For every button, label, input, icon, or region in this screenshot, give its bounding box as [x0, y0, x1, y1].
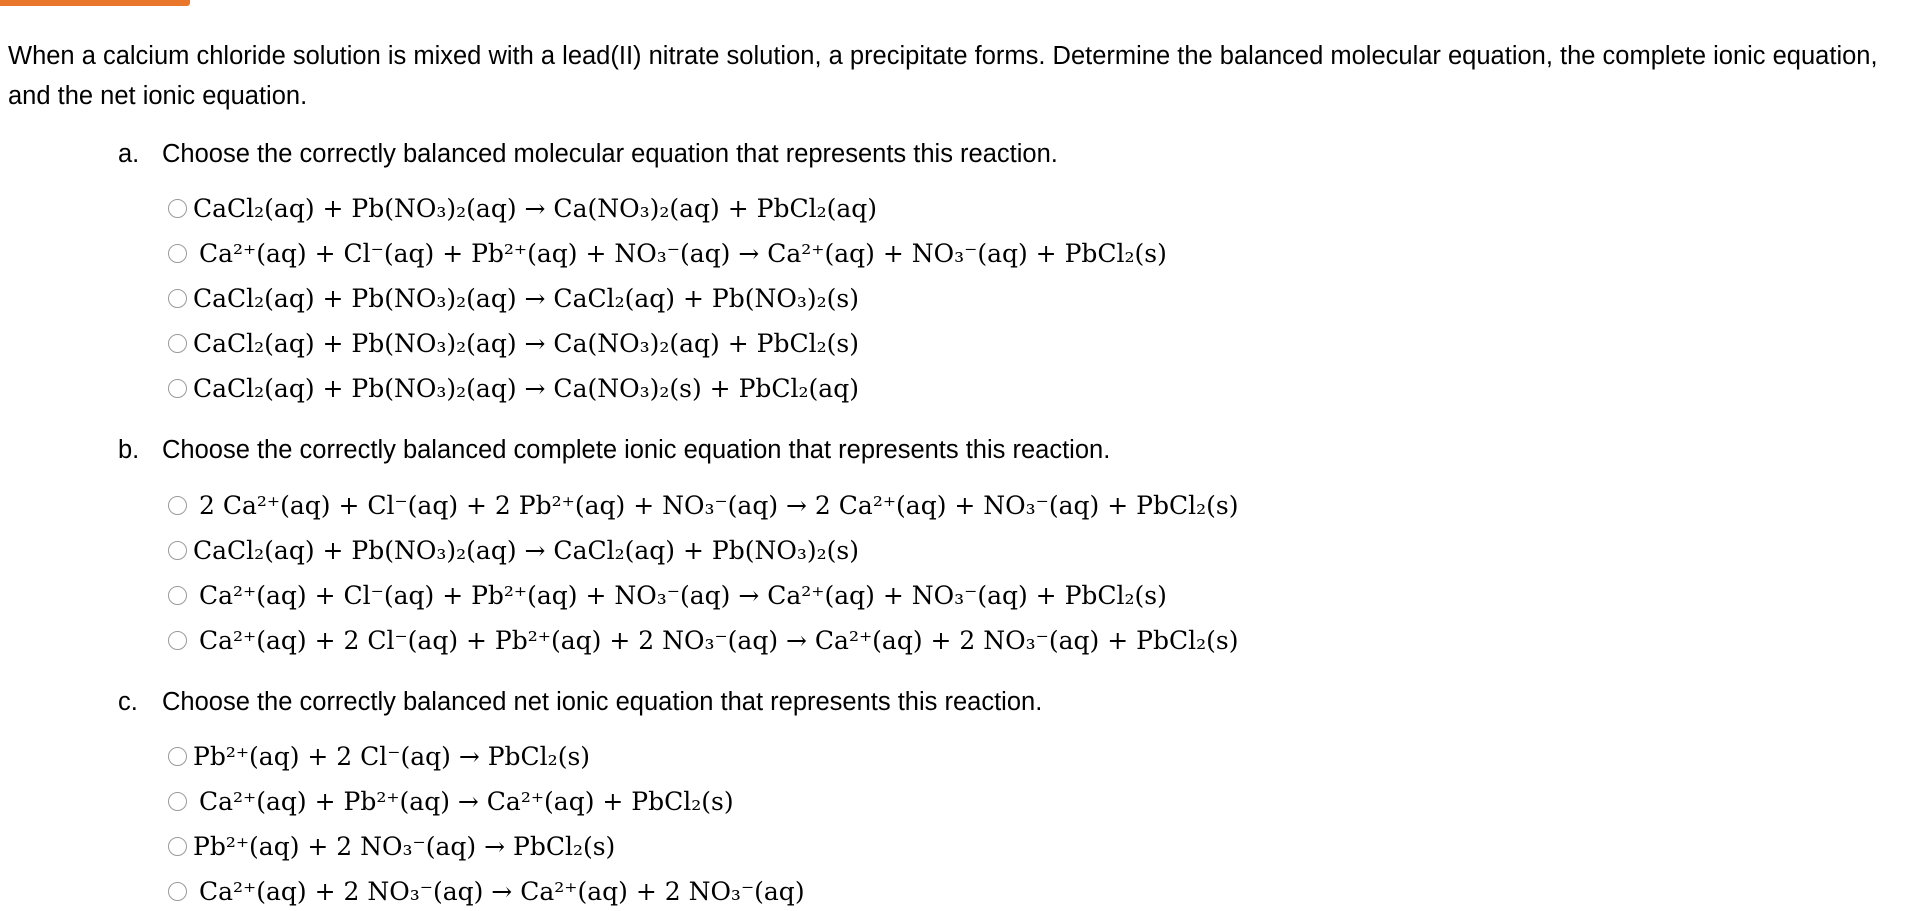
option-b-4[interactable]: [168, 620, 1238, 660]
option-b-1[interactable]: [168, 485, 1238, 525]
radio-button[interactable]: [168, 334, 187, 353]
equation: Ca²⁺(aq) + 2 NO₃⁻(aq) → Ca²⁺(aq) + 2 NO₃⁻(aq): [199, 876, 805, 906]
part-b: [118, 432, 1110, 468]
option-c-1[interactable]: [168, 736, 590, 776]
equation: Pb²⁺(aq) + 2 Cl⁻(aq) → PbCl₂(s): [193, 741, 591, 771]
radio-button[interactable]: [168, 837, 187, 856]
part-a-letter: a.: [118, 140, 140, 168]
equation: 2 Ca²⁺(aq) + Cl⁻(aq) + 2 Pb²⁺(aq) + NO₃⁻(aq) → 2 Ca²⁺(aq) + NO₃⁻(aq) + PbCl₂(s): [199, 490, 1239, 520]
part-b-prompt: [118, 432, 1110, 468]
part-b-prompt-text: Choose the correctly balanced complete ionic equation that represents this reaction.: [162, 436, 1111, 464]
equation: Ca²⁺(aq) + 2 Cl⁻(aq) + Pb²⁺(aq) + 2 NO₃⁻(aq) → Ca²⁺(aq) + 2 NO₃⁻(aq) + PbCl₂(s): [199, 625, 1239, 655]
part-a: [118, 136, 1058, 172]
radio-button[interactable]: [168, 747, 187, 766]
equation: CaCl₂(aq) + Pb(NO₃)₂(aq) → CaCl₂(aq) + Pb(NO₃)₂(s): [193, 535, 859, 565]
option-a-1[interactable]: [168, 188, 877, 228]
option-a-3[interactable]: [168, 278, 859, 318]
radio-button[interactable]: [168, 882, 187, 901]
part-c: [118, 684, 1042, 720]
option-a-2[interactable]: [168, 233, 1167, 273]
part-c-prompt-text: Choose the correctly balanced net ionic equation that represents this reaction.: [162, 688, 1043, 716]
header-accent-bar: [0, 0, 190, 6]
part-a-prompt-text: Choose the correctly balanced molecular equation that represents this reaction.: [162, 140, 1058, 168]
radio-button[interactable]: [168, 244, 187, 263]
equation: CaCl₂(aq) + Pb(NO₃)₂(aq) → Ca(NO₃)₂(aq) + PbCl₂(aq): [193, 193, 878, 223]
option-b-2[interactable]: [168, 530, 859, 570]
radio-button[interactable]: [168, 792, 187, 811]
equation: CaCl₂(aq) + Pb(NO₃)₂(aq) → CaCl₂(aq) + Pb(NO₃)₂(s): [193, 283, 859, 313]
radio-button[interactable]: [168, 541, 187, 560]
option-b-3[interactable]: [168, 575, 1167, 615]
part-c-letter: c.: [118, 688, 138, 716]
radio-button[interactable]: [168, 496, 187, 515]
part-a-prompt: [118, 136, 1058, 172]
option-a-5[interactable]: [168, 368, 859, 408]
radio-button[interactable]: [168, 586, 187, 605]
option-c-4[interactable]: [168, 871, 805, 911]
part-c-prompt: [118, 684, 1042, 720]
question-intro: When a calcium chloride solution is mixed with a lead(II) nitrate solution, a precipitate forms. Determine the balanced molecular equation, the complete ionic equation, and the net ionic equation.: [8, 42, 1878, 110]
equation: CaCl₂(aq) + Pb(NO₃)₂(aq) → Ca(NO₃)₂(s) + PbCl₂(aq): [193, 373, 859, 403]
equation: CaCl₂(aq) + Pb(NO₃)₂(aq) → Ca(NO₃)₂(aq) + PbCl₂(s): [193, 328, 859, 358]
radio-button[interactable]: [168, 631, 187, 650]
radio-button[interactable]: [168, 199, 187, 218]
equation: Ca²⁺(aq) + Cl⁻(aq) + Pb²⁺(aq) + NO₃⁻(aq) → Ca²⁺(aq) + NO₃⁻(aq) + PbCl₂(s): [199, 580, 1167, 610]
radio-button[interactable]: [168, 289, 187, 308]
equation: Pb²⁺(aq) + 2 NO₃⁻(aq) → PbCl₂(s): [193, 831, 616, 861]
option-c-3[interactable]: [168, 826, 615, 866]
option-a-4[interactable]: [168, 323, 859, 363]
equation: Ca²⁺(aq) + Cl⁻(aq) + Pb²⁺(aq) + NO₃⁻(aq) → Ca²⁺(aq) + NO₃⁻(aq) + PbCl₂(s): [199, 238, 1167, 268]
radio-button[interactable]: [168, 379, 187, 398]
part-b-letter: b.: [118, 436, 140, 464]
equation: Ca²⁺(aq) + Pb²⁺(aq) → Ca²⁺(aq) + PbCl₂(s): [199, 786, 734, 816]
option-c-2[interactable]: [168, 781, 734, 821]
